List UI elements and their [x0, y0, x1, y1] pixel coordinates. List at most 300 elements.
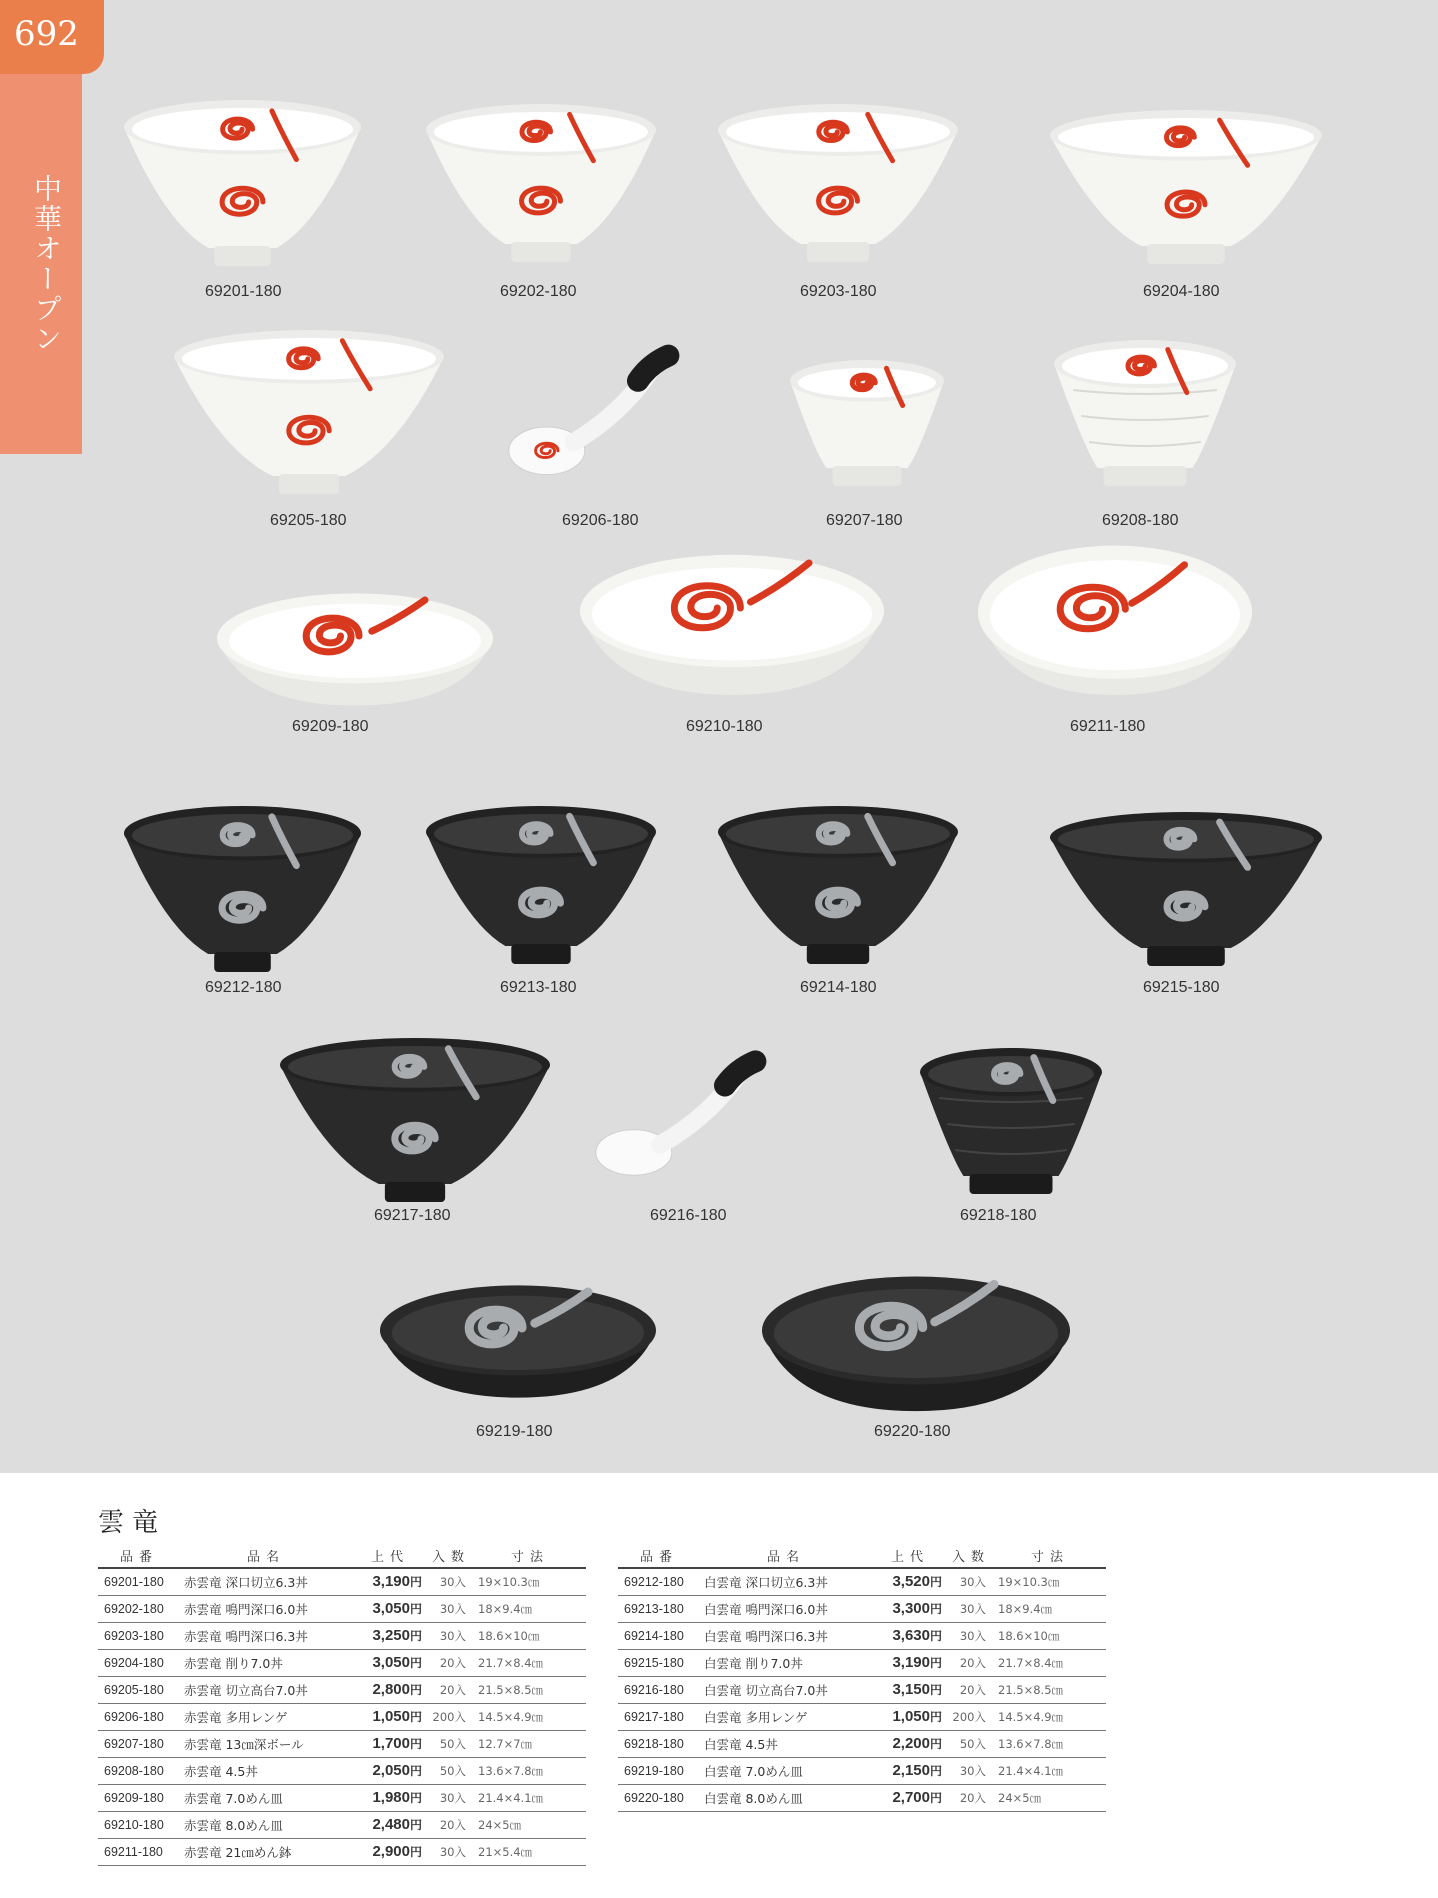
cell-price [352, 1757, 428, 1784]
product-code: 69203-180 [800, 283, 877, 300]
cell-qty [948, 1730, 994, 1757]
product-code: 69220-180 [874, 1423, 951, 1440]
cell-name-text: 赤雲竜 4.5丼 [184, 1763, 258, 1779]
product-code: 69210-180 [686, 718, 763, 735]
cell-price [872, 1757, 948, 1784]
cell-price [872, 1676, 948, 1703]
plate-shape [978, 546, 1252, 695]
cell-code [618, 1622, 700, 1649]
cell-name-text: 白雲竜 7.0めん皿 [704, 1763, 803, 1779]
cell-qty-text: 30入 [959, 1601, 986, 1616]
cell-code-text: 69212-180 [624, 1574, 684, 1589]
header-size: 寸法 [474, 1544, 586, 1568]
product-code: 69214-180 [800, 979, 877, 996]
cell-price [352, 1676, 428, 1703]
cell-qty-text: 200入 [432, 1709, 466, 1724]
cell-code-text: 69204-180 [104, 1655, 164, 1670]
cell-name-text: 白雲竜 4.5丼 [704, 1736, 778, 1752]
cell-qty-text: 30入 [959, 1628, 986, 1643]
cell-qty [428, 1838, 474, 1865]
yen-unit: 円 [409, 1656, 422, 1670]
table-row [98, 1568, 586, 1595]
product-item [916, 1048, 1106, 1198]
product-item [170, 330, 448, 498]
cell-code [98, 1784, 180, 1811]
cell-price-text: 3,050 [372, 1654, 410, 1671]
table-body-right [618, 1568, 1106, 1811]
product-code: 69202-180 [500, 283, 577, 300]
cell-price-text: 3,300 [892, 1600, 930, 1617]
cell-name-text: 赤雲竜 8.0めん皿 [184, 1817, 283, 1833]
cell-code-text: 69214-180 [624, 1628, 684, 1643]
table-row [618, 1757, 1106, 1784]
cell-qty [428, 1730, 474, 1757]
cell-size-text: 21.4×4.1㎝ [998, 1763, 1064, 1778]
cell-price-text: 3,190 [372, 1573, 410, 1591]
product-code: 69218-180 [960, 1207, 1037, 1224]
cell-code-text: 69201-180 [104, 1574, 164, 1589]
product-code: 69204-180 [1143, 283, 1220, 300]
cell-size-text: 18.6×10㎝ [998, 1628, 1060, 1643]
yen-unit: 円 [929, 1602, 942, 1616]
cell-qty [948, 1703, 994, 1730]
cell-size-text: 14.5×4.9㎝ [478, 1709, 544, 1724]
category-tab [0, 74, 82, 454]
bowl-shape [174, 330, 444, 494]
product-code: 69216-180 [650, 1207, 727, 1224]
yen-unit: 円 [929, 1656, 942, 1670]
cell-price-text: 1,700 [372, 1735, 410, 1752]
bowl-shape [426, 104, 656, 262]
cell-code-text: 69202-180 [104, 1601, 164, 1616]
header-code: 品番 [98, 1544, 180, 1568]
header-code: 品番 [618, 1544, 700, 1568]
cell-size [994, 1649, 1106, 1676]
cell-code [98, 1622, 180, 1649]
cell-name-text: 白雲竜 8.0めん皿 [704, 1790, 803, 1806]
cell-code [98, 1595, 180, 1622]
cell-qty-text: 50入 [439, 1763, 466, 1778]
header-price: 上代 [352, 1544, 428, 1568]
cell-size [994, 1622, 1106, 1649]
cell-qty [428, 1703, 474, 1730]
cell-name [180, 1838, 352, 1865]
cell-qty [948, 1757, 994, 1784]
cell-name [700, 1730, 872, 1757]
cell-size [474, 1595, 586, 1622]
cell-price [352, 1784, 428, 1811]
cell-size [474, 1838, 586, 1865]
cell-name-text: 白雲竜 鳴門深口6.3丼 [704, 1628, 828, 1644]
cell-name-text: 赤雲竜 切立高台7.0丼 [184, 1682, 308, 1698]
product-item [714, 104, 962, 266]
bowl-shape [124, 100, 361, 266]
cell-size-text: 19×10.3㎝ [998, 1574, 1060, 1589]
cell-code-text: 69206-180 [104, 1709, 164, 1724]
bowl-shape [426, 806, 656, 964]
cell-qty [948, 1595, 994, 1622]
product-code: 69205-180 [270, 512, 347, 529]
cell-price-text: 2,050 [372, 1762, 410, 1779]
cell-code-text: 69216-180 [624, 1682, 684, 1697]
product-code: 69208-180 [1102, 512, 1179, 529]
cell-qty-text: 20入 [439, 1817, 466, 1832]
plate-shape [580, 555, 884, 695]
yen-unit: 円 [929, 1737, 942, 1751]
yen-unit: 円 [409, 1683, 422, 1697]
cell-code-text: 69219-180 [624, 1763, 684, 1778]
cell-size-text: 21×5.4㎝ [478, 1844, 533, 1859]
cell-name [700, 1676, 872, 1703]
cell-size-text: 21.7×8.4㎝ [998, 1655, 1064, 1670]
cell-name [180, 1757, 352, 1784]
cell-name [180, 1568, 352, 1595]
bowl-shape [1050, 110, 1322, 264]
product-photo [215, 588, 495, 708]
cell-code-text: 69208-180 [104, 1763, 164, 1778]
cell-code [98, 1703, 180, 1730]
cell-price [872, 1649, 948, 1676]
product-item [1050, 340, 1240, 490]
cell-name [700, 1622, 872, 1649]
cell-size [994, 1676, 1106, 1703]
cell-price [352, 1811, 428, 1838]
cell-code [618, 1703, 700, 1730]
cell-code-text: 69213-180 [624, 1601, 684, 1616]
product-code: 69217-180 [374, 1207, 451, 1224]
table-header-row [98, 1544, 586, 1568]
cell-size-text: 21.4×4.1㎝ [478, 1790, 544, 1805]
product-code: 69215-180 [1143, 979, 1220, 996]
cell-name [700, 1784, 872, 1811]
cell-code [98, 1838, 180, 1865]
cell-price [872, 1568, 948, 1595]
cell-code-text: 69217-180 [624, 1709, 684, 1724]
cell-qty-text: 30入 [439, 1628, 466, 1643]
cell-size [474, 1703, 586, 1730]
cell-qty [428, 1676, 474, 1703]
product-code: 69219-180 [476, 1423, 553, 1440]
cell-qty [948, 1784, 994, 1811]
product-photo [592, 1056, 782, 1190]
cell-price-text: 3,520 [892, 1573, 930, 1591]
cell-code [618, 1595, 700, 1622]
cell-qty [428, 1649, 474, 1676]
product-photo [120, 100, 365, 270]
cell-qty-text: 200入 [952, 1709, 986, 1724]
cell-size [474, 1757, 586, 1784]
product-photo [786, 360, 948, 490]
cell-price [352, 1730, 428, 1757]
table-row [98, 1811, 586, 1838]
cell-code [618, 1784, 700, 1811]
cell-code-text: 69218-180 [624, 1736, 684, 1751]
cell-code [98, 1676, 180, 1703]
cell-name [700, 1703, 872, 1730]
bowl-shape [280, 1038, 550, 1202]
cell-size [994, 1568, 1106, 1595]
product-item [276, 1038, 554, 1206]
product-item [215, 588, 495, 708]
plate-shape [380, 1285, 656, 1397]
table-header-row [618, 1544, 1106, 1568]
cell-qty [948, 1568, 994, 1595]
cell-price-text: 3,250 [372, 1627, 410, 1644]
cell-size [474, 1811, 586, 1838]
cell-qty [948, 1649, 994, 1676]
cell-size [474, 1649, 586, 1676]
cell-qty-text: 20入 [439, 1655, 466, 1670]
plate-shape [762, 1276, 1070, 1411]
product-photo [422, 104, 660, 266]
product-code: 69206-180 [562, 512, 639, 529]
cell-price-text: 2,700 [892, 1789, 930, 1806]
cell-price-text: 2,480 [372, 1816, 410, 1833]
cell-size [474, 1784, 586, 1811]
cell-qty-text: 30入 [439, 1574, 466, 1589]
cell-qty [428, 1622, 474, 1649]
cell-code [618, 1568, 700, 1595]
header-qty: 入数 [428, 1544, 474, 1568]
cell-code [618, 1676, 700, 1703]
cell-name-text: 白雲竜 削り7.0丼 [704, 1655, 803, 1671]
product-item [592, 1056, 782, 1190]
cell-code [98, 1757, 180, 1784]
cell-price [872, 1595, 948, 1622]
cell-price [352, 1649, 428, 1676]
product-photo [760, 1270, 1072, 1414]
spoon-shape [509, 356, 669, 475]
cell-price-text: 2,200 [892, 1735, 930, 1752]
product-photo [1050, 340, 1240, 490]
cell-price [352, 1703, 428, 1730]
table-row [618, 1568, 1106, 1595]
cell-name [700, 1568, 872, 1595]
table-row [98, 1649, 586, 1676]
page-number-tab [0, 0, 104, 74]
cell-code [98, 1568, 180, 1595]
bowl-shape [718, 104, 958, 262]
cell-name-text: 赤雲竜 21㎝めん鉢 [184, 1844, 292, 1860]
plate-shape [217, 593, 493, 705]
product-item [714, 806, 962, 968]
cell-qty [428, 1568, 474, 1595]
product-photo [505, 350, 695, 490]
cell-code-text: 69220-180 [624, 1790, 684, 1805]
cell-price [352, 1838, 428, 1865]
product-item [422, 104, 660, 266]
yen-unit: 円 [409, 1575, 422, 1590]
cell-code-text: 69215-180 [624, 1655, 684, 1670]
cell-name-text: 赤雲竜 13㎝深ボール [184, 1736, 304, 1752]
table-row [98, 1703, 586, 1730]
product-photo [976, 550, 1254, 698]
cell-code-text: 69210-180 [104, 1817, 164, 1832]
table-row [618, 1676, 1106, 1703]
spoon-shape [596, 1061, 756, 1175]
cell-code-text: 69203-180 [104, 1628, 164, 1643]
table-row [98, 1730, 586, 1757]
cell-code-text: 69205-180 [104, 1682, 164, 1697]
cell-qty-text: 30入 [959, 1763, 986, 1778]
cell-qty-text: 30入 [959, 1574, 986, 1589]
cell-name [180, 1811, 352, 1838]
table-body-left [98, 1568, 586, 1865]
cell-size-text: 24×5㎝ [998, 1790, 1042, 1805]
cell-price [352, 1595, 428, 1622]
yen-unit: 円 [929, 1683, 942, 1697]
table-row [98, 1676, 586, 1703]
cell-size-text: 13.6×7.8㎝ [998, 1736, 1064, 1751]
cell-price-text: 2,150 [892, 1762, 930, 1779]
table-row [98, 1838, 586, 1865]
cell-price-text: 1,050 [892, 1708, 930, 1725]
table-row [98, 1622, 586, 1649]
cell-qty [948, 1622, 994, 1649]
yen-unit: 円 [409, 1764, 422, 1778]
series-title: 雲竜 [98, 1508, 167, 1538]
table-row [618, 1784, 1106, 1811]
bowl-shape [920, 1048, 1102, 1194]
header-size: 寸法 [994, 1544, 1106, 1568]
product-item [1046, 812, 1326, 970]
product-code: 69209-180 [292, 718, 369, 735]
yen-unit: 円 [409, 1710, 422, 1724]
cell-qty [428, 1595, 474, 1622]
cell-name [700, 1757, 872, 1784]
cell-name-text: 白雲竜 多用レンゲ [704, 1709, 808, 1725]
product-item [505, 350, 695, 490]
yen-unit: 円 [929, 1764, 942, 1778]
header-name: 品名 [180, 1544, 352, 1568]
cell-code-text: 69207-180 [104, 1736, 164, 1751]
cell-qty-text: 30入 [439, 1601, 466, 1616]
cell-size-text: 18×9.4㎝ [998, 1601, 1053, 1616]
yen-unit: 円 [409, 1737, 422, 1751]
product-item [422, 806, 660, 968]
product-photo [170, 330, 448, 498]
cell-name-text: 赤雲竜 多用レンゲ [184, 1709, 288, 1725]
cell-name-text: 白雲竜 深口切立6.3丼 [704, 1574, 828, 1590]
product-item [786, 360, 948, 490]
category-label: 中華オープン [30, 174, 63, 354]
cell-size-text: 19×10.3㎝ [478, 1574, 540, 1589]
cell-size-text: 21.5×8.5㎝ [478, 1682, 544, 1697]
cell-qty-text: 20入 [959, 1682, 986, 1697]
cell-name-text: 赤雲竜 削り7.0丼 [184, 1655, 283, 1671]
cell-name [180, 1676, 352, 1703]
product-code: 69211-180 [1070, 718, 1146, 735]
cell-size [474, 1676, 586, 1703]
product-code: 69213-180 [500, 979, 577, 996]
cell-qty-text: 50入 [439, 1736, 466, 1751]
header-name: 品名 [700, 1544, 872, 1568]
bowl-shape [1050, 812, 1322, 966]
cell-size-text: 18.6×10㎝ [478, 1628, 540, 1643]
product-photo [578, 548, 886, 698]
cell-price-text: 1,050 [372, 1708, 410, 1725]
cell-size [474, 1568, 586, 1595]
product-item [1046, 110, 1326, 268]
product-item [120, 100, 365, 270]
yen-unit: 円 [929, 1710, 942, 1724]
cell-size-text: 14.5×4.9㎝ [998, 1709, 1064, 1724]
cell-size [994, 1757, 1106, 1784]
cell-name-text: 赤雲竜 鳴門深口6.0丼 [184, 1601, 308, 1617]
table-row [618, 1703, 1106, 1730]
table-row [618, 1622, 1106, 1649]
product-photo [714, 104, 962, 266]
cell-name-text: 白雲竜 鳴門深口6.0丼 [704, 1601, 828, 1617]
yen-unit: 円 [409, 1602, 422, 1616]
cell-name-text: 白雲竜 切立高台7.0丼 [704, 1682, 828, 1698]
cell-code [98, 1649, 180, 1676]
cell-name [180, 1622, 352, 1649]
cell-price-text: 2,800 [372, 1681, 410, 1698]
header-price: 上代 [872, 1544, 948, 1568]
cell-price-text: 3,050 [372, 1600, 410, 1617]
table-row [98, 1595, 586, 1622]
price-table-right [618, 1544, 1106, 1812]
cell-price [352, 1622, 428, 1649]
cell-size-text: 12.7×7㎝ [478, 1736, 533, 1751]
yen-unit: 円 [409, 1629, 422, 1643]
yen-unit: 円 [409, 1791, 422, 1805]
bowl-shape [1054, 340, 1236, 486]
table-row [618, 1730, 1106, 1757]
cell-qty-text: 20入 [959, 1790, 986, 1805]
table-row [618, 1595, 1106, 1622]
product-code: 69207-180 [826, 512, 903, 529]
cell-qty [948, 1676, 994, 1703]
product-photo [276, 1038, 554, 1206]
cell-price-text: 2,900 [372, 1843, 410, 1860]
cell-size [474, 1730, 586, 1757]
cell-code [98, 1730, 180, 1757]
product-item [760, 1270, 1072, 1414]
product-photo [1046, 812, 1326, 970]
product-photo [916, 1048, 1106, 1198]
header-qty: 入数 [948, 1544, 994, 1568]
cell-price-text: 3,190 [892, 1654, 930, 1671]
cell-price [872, 1622, 948, 1649]
cell-price-text: 3,150 [892, 1681, 930, 1698]
yen-unit: 円 [929, 1575, 942, 1590]
cell-qty [428, 1757, 474, 1784]
cell-qty-text: 20入 [439, 1682, 466, 1697]
yen-unit: 円 [929, 1791, 942, 1805]
table-row [98, 1784, 586, 1811]
cell-size [474, 1622, 586, 1649]
cell-price [872, 1703, 948, 1730]
cell-price [872, 1784, 948, 1811]
cell-size [994, 1730, 1106, 1757]
cell-code [98, 1811, 180, 1838]
product-item [120, 806, 365, 976]
table-row [618, 1649, 1106, 1676]
product-item [578, 548, 886, 698]
cell-qty-text: 30入 [439, 1844, 466, 1859]
cell-name-text: 赤雲竜 深口切立6.3丼 [184, 1574, 308, 1590]
cell-name [180, 1784, 352, 1811]
bowl-shape [124, 806, 361, 972]
page-number: 692 [14, 14, 79, 54]
cell-code-text: 69211-180 [104, 1844, 163, 1859]
cell-qty-text: 50入 [959, 1736, 986, 1751]
cell-size [994, 1703, 1106, 1730]
cell-price-text: 1,980 [372, 1789, 410, 1806]
cell-name [700, 1595, 872, 1622]
